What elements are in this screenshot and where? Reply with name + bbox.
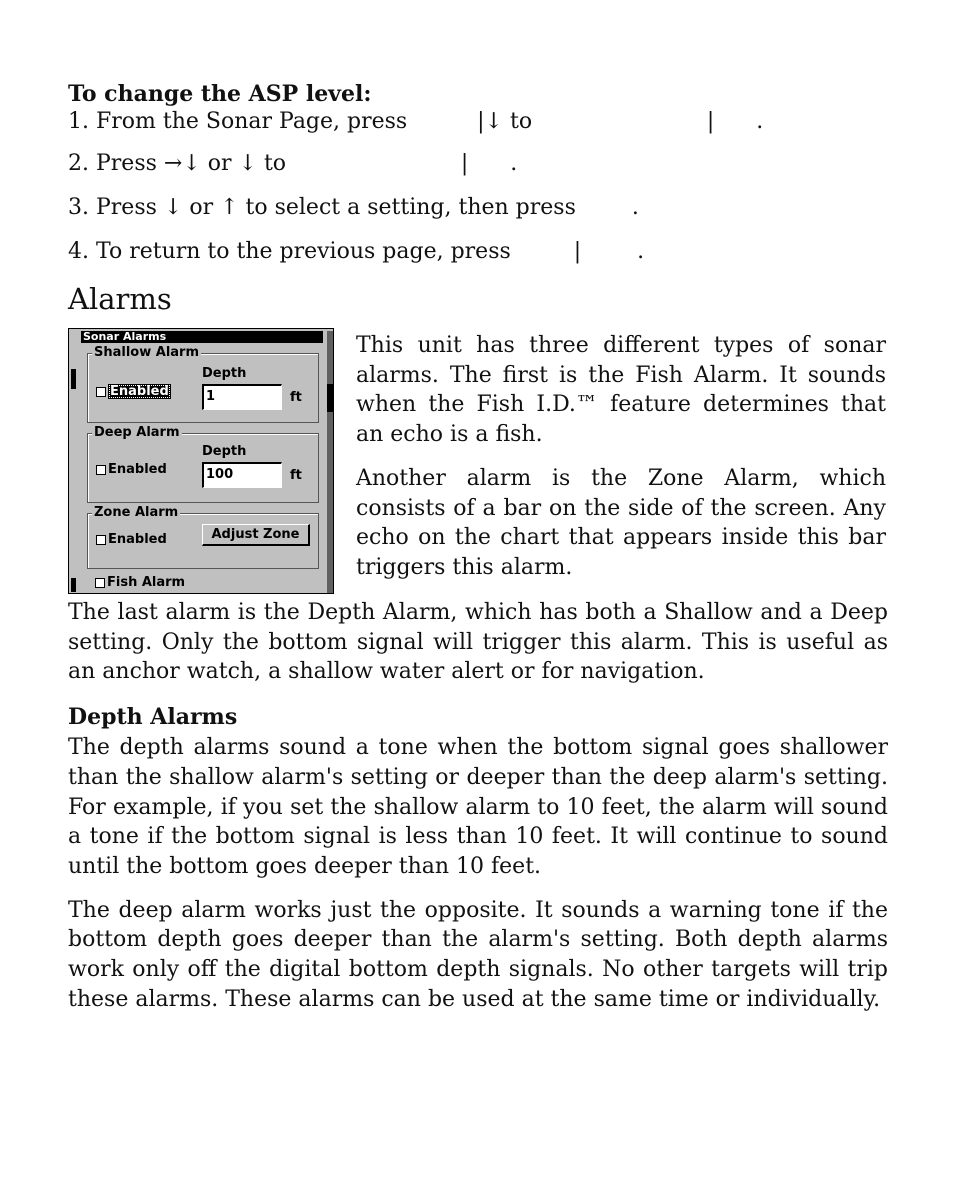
procedure-title: To change the ASP level: — [68, 81, 372, 107]
adjust-zone-button[interactable]: Adjust Zone — [202, 524, 310, 546]
depth-alarms-title: Depth Alarms — [68, 704, 238, 731]
zone-alarm-label: Zone Alarm — [94, 505, 179, 520]
fish-alarm-checkbox[interactable] — [95, 575, 185, 590]
paragraph-depth-alarm: The last alarm is the Depth Alarm, which has both a Shallow and a Deep setting. Only the bottom signal will trigger this alarm. This is useful as an anchor watch, a shallow water alert or for navigation. — [68, 600, 888, 685]
paragraph-zone-alarm: Another alarm is the Zone Alarm, which consists of a bar on the side of the screen. Any echo on the chart that appears inside this bar triggers this alarm. — [356, 465, 886, 580]
screen-title: Sonar Alarms — [81, 331, 323, 343]
deep-alarm-label: Deep Alarm — [94, 425, 180, 440]
side-text — [356, 331, 886, 597]
checkbox-icon — [96, 465, 106, 475]
paragraph-depth-alarms-2: The deep alarm works just the opposite. It sounds a warning tone if the bottom depth goes deeper than the alarm's setting. Both depth alarms work only off the digital bottom depth signals. No other targets will trip these alarms. These alarms can be used at the same time or individually. — [68, 897, 888, 1012]
step-1: 1. From the Sonar Page, press |↓ to | . — [68, 109, 764, 134]
step-3: 3. Press ↓ or ↑ to select a setting, then press . — [68, 195, 639, 220]
shallow-enabled-checkbox[interactable] — [96, 384, 171, 399]
checkbox-icon — [96, 387, 106, 397]
left-scroll-marker-bottom — [71, 578, 76, 592]
step-2: 2. Press →↓ or ↓ to | . — [68, 151, 518, 176]
scrollbar-thumb[interactable] — [327, 384, 333, 412]
deep-depth-label: Depth — [202, 444, 247, 459]
zone-enabled-label: Enabled — [108, 532, 167, 547]
paragraph-depth-alarms-1: The depth alarms sound a tone when the bottom signal goes shallower than the shallow alarm's setting or deeper than the deep alarm's setting. For example, if you set the shallow alarm to 10 feet, the alarm will sound a tone if the bottom signal is less than 10 feet. It will continue to sound until the bottom goes deeper than 10 feet. — [68, 735, 888, 879]
checkbox-icon — [96, 535, 106, 545]
fish-alarm-label: Fish Alarm — [107, 575, 186, 590]
section-title: Alarms — [68, 282, 172, 316]
shallow-enabled-label: Enabled — [110, 384, 169, 399]
deep-alarm-group — [87, 425, 319, 503]
sonar-alarms-screen — [68, 328, 334, 594]
left-scroll-marker — [71, 369, 76, 389]
zone-alarm-group — [87, 505, 319, 569]
shallow-alarm-group — [87, 345, 319, 423]
shallow-unit: ft — [290, 390, 302, 405]
shallow-alarm-label: Shallow Alarm — [94, 345, 200, 360]
deep-enabled-checkbox[interactable] — [96, 462, 167, 477]
deep-unit: ft — [290, 468, 302, 483]
shallow-depth-label: Depth — [202, 366, 247, 381]
deep-depth-field[interactable]: 100 — [202, 462, 282, 488]
scrollbar[interactable] — [327, 331, 333, 593]
lower-content — [68, 598, 888, 1028]
step-4: 4. To return to the previous page, press | . — [68, 239, 645, 264]
shallow-depth-field[interactable]: 1 — [202, 384, 282, 410]
zone-enabled-checkbox[interactable] — [96, 532, 167, 547]
checkbox-icon — [95, 578, 105, 588]
deep-enabled-label: Enabled — [108, 462, 167, 477]
manual-page — [68, 80, 888, 1012]
paragraph-fish-alarm: This unit has three different types of sonar alarms. The first is the Fish Alarm. It sounds when the Fish I.D.™ feature determines that an echo is a fish. — [356, 333, 886, 448]
